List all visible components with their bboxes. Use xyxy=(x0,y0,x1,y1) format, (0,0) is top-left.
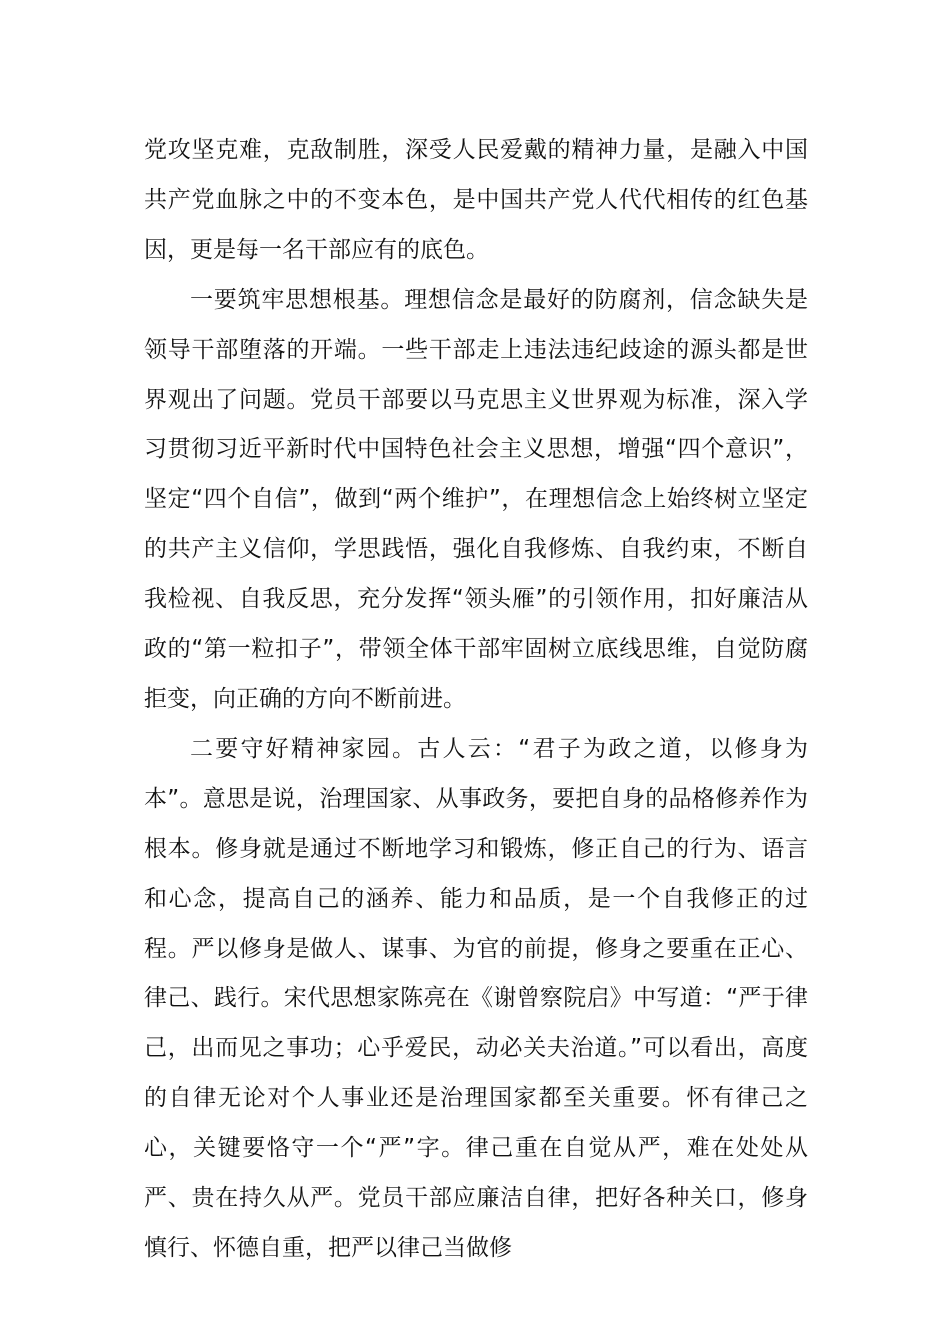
paragraph-point-one: 一要筑牢思想根基。理想信念是最好的防腐剂，信念缺失是领导干部堕落的开端。一些干部走上违法违纪歧途的源头都是世界观出了问题。党员干部要以马克思主义世界观为标准，深入学习贯彻习近平新时代中国特色社会主义思想，增强“四个意识”，坚定“四个自信”，做到“两个维护”，在理想信念上始终树立坚定的共产主义信仰，学思践悟，强化自我修炼、自我约束，不断自我检视、自我反思，充分发挥“领头雁”的引领作用，扣好廉洁从政的“第一粒扣子”，带领全体干部牢固树立底线思维，自觉防腐拒变，向正确的方向不断前进。 xyxy=(144,286,808,712)
body-text xyxy=(144,126,808,1274)
paragraph-continuation: 党攻坚克难，克敌制胜，深受人民爱戴的精神力量，是融入中国共产党血脉之中的不变本色，是中国共产党人代代相传的红色基因，更是每一名干部应有的底色。 xyxy=(144,137,808,263)
paragraph-point-two: 二要守好精神家园。古人云：“君子为政之道，以修身为本”。意思是说，治理国家、从事政务，要把自身的品格修养作为根本。修身就是通过不断地学习和锻炼，修正自己的行为、语言和心念，提高自己的涵养、能力和品质，是一个自我修正的过程。严以修身是做人、谋事、为官的前提，修身之要重在正心、律己、践行。宋代思想家陈亮在《谢曾察院启》中写道：“严于律己，出而见之事功；心乎爱民，动必关夫治道。”可以看出，高度的自律无论对个人事业还是治理国家都至关重要。怀有律己之心，关键要恪守一个“严”字。律己重在自觉从严，难在处处从严、贵在持久从严。党员干部应廉洁自律，把好各种关口，修身慎行、怀德自重，把严以律己当做修 xyxy=(144,735,808,1261)
